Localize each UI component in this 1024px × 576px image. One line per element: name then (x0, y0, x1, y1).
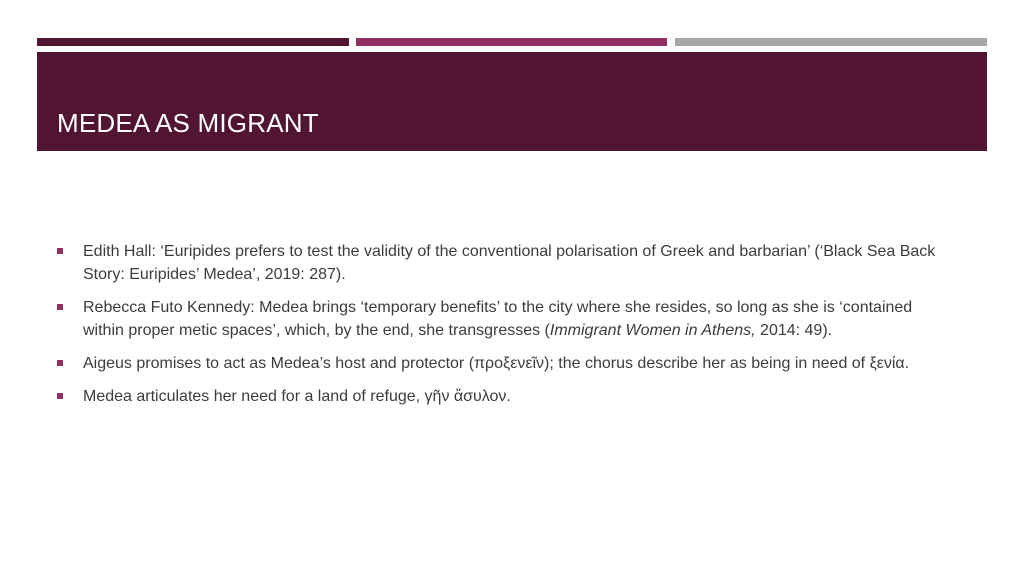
accent-bar-gray (675, 38, 987, 46)
bullet-item (55, 296, 955, 342)
square-bullet-icon (57, 360, 63, 366)
bullet-item (55, 240, 955, 286)
square-bullet-icon (57, 248, 63, 254)
bullet-text: Aigeus promises to act as Medea’s host and protector (προξενεῖν); the chorus describe her as being in need of ξενία. (83, 355, 910, 372)
bullet-list (55, 240, 955, 418)
bullet-item (55, 385, 955, 408)
bullet-item (55, 352, 955, 375)
title-band (37, 52, 987, 151)
accent-bar-dark (37, 38, 349, 46)
bullet-text: Rebecca Futo Kennedy: Medea brings ‘temporary benefits’ to the city where she resides, so long as she is ‘contained within proper metic spaces’, which, by the end, she transgresses (Immigrant Women in Athens, 2014: 49). (83, 299, 913, 339)
book-title: Immigrant Women in Athens, (549, 322, 756, 339)
bullet-text: Edith Hall: ‘Euripides prefers to test the validity of the conventional polarisation of Greek and barbarian’ (‘Black Sea Back Story: Euripides’ Medea’, 2019: 287). (83, 243, 936, 283)
slide-title: MEDEA AS MIGRANT (57, 108, 319, 138)
accent-bar-magenta (356, 38, 667, 46)
bullet-text: Medea articulates her need for a land of refuge, γῆν ἄσυλον. (83, 388, 511, 405)
square-bullet-icon (57, 304, 63, 310)
square-bullet-icon (57, 393, 63, 399)
